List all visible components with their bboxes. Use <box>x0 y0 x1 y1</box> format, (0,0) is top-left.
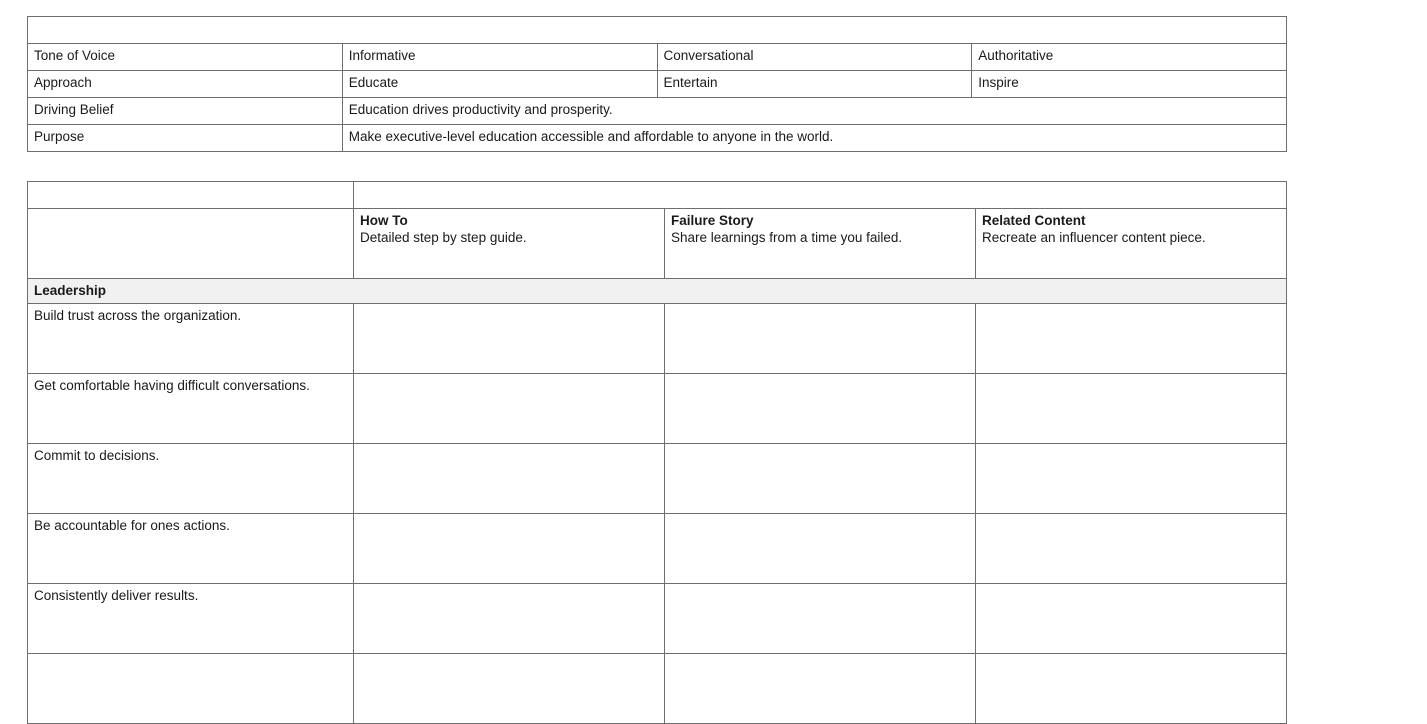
section-label-leadership: Leadership <box>28 279 1287 304</box>
cell-purpose: Make executive-level education accessible and affordable to anyone in the world. <box>342 125 1286 152</box>
pillars-title: Pillars & Principles <box>28 182 354 209</box>
cell-tone-of-voice-2: Conversational <box>657 44 972 71</box>
table-row <box>28 514 1287 584</box>
principle-build-trust: Build trust across the organization. <box>28 304 354 374</box>
cell-approach-3: Inspire <box>972 71 1287 98</box>
content-types-title: Content Types <box>354 182 1287 209</box>
row-label-purpose: Purpose <box>28 125 343 152</box>
principle-cell-how-to <box>354 374 665 444</box>
row-label-driving-belief: Driving Belief <box>28 98 343 125</box>
table-row <box>28 98 1287 125</box>
principle-cell-failure-story <box>665 444 976 514</box>
row-label-approach: Approach <box>28 71 343 98</box>
principle-cell-related-content <box>976 374 1287 444</box>
content-type-failure-story-title: Failure Story <box>671 213 754 228</box>
brand-guidelines-title: Brand Guidelines for Content <box>28 17 1287 44</box>
table-row <box>28 444 1287 514</box>
table-row <box>28 125 1287 152</box>
table-row <box>28 374 1287 444</box>
content-type-failure-story-desc: Share learnings from a time you failed. <box>671 229 903 245</box>
principle-commit-to-decisions: Commit to decisions. <box>28 444 354 514</box>
principle-cell-related-content <box>976 584 1287 654</box>
section-row-leadership <box>28 279 1287 304</box>
pillars-header-row <box>28 182 1287 209</box>
content-type-related-content-desc: Recreate an influencer content piece. <box>982 229 1206 245</box>
cell-approach-1: Educate <box>342 71 657 98</box>
pillars-blank-corner <box>28 209 354 279</box>
row-label-tone-of-voice: Tone of Voice <box>28 44 343 71</box>
content-types-header-row <box>28 209 1287 279</box>
content-type-related-content <box>976 209 1287 279</box>
content-type-how-to-desc: Detailed step by step guide. <box>360 229 527 245</box>
pillars-principles-table <box>27 181 1287 724</box>
content-type-related-content-title: Related Content <box>982 213 1086 228</box>
brand-guidelines-header-row <box>28 17 1287 44</box>
principle-cell-failure-story <box>665 304 976 374</box>
table-row <box>28 44 1287 71</box>
principle-cell-empty <box>28 654 354 724</box>
content-type-how-to <box>354 209 665 279</box>
principle-cell-how-to <box>354 654 665 724</box>
principle-cell-how-to <box>354 584 665 654</box>
principle-deliver-results: Consistently deliver results. <box>28 584 354 654</box>
principle-cell-failure-story <box>665 654 976 724</box>
principle-cell-how-to <box>354 444 665 514</box>
principle-cell-how-to <box>354 514 665 584</box>
table-row <box>28 584 1287 654</box>
principle-cell-related-content <box>976 444 1287 514</box>
principle-cell-related-content <box>976 654 1287 724</box>
content-type-how-to-title: How To <box>360 213 408 228</box>
table-row <box>28 304 1287 374</box>
principle-difficult-conversations: Get comfortable having difficult conversations. <box>28 374 354 444</box>
table-row <box>28 71 1287 98</box>
brand-guidelines-table <box>27 16 1287 152</box>
principle-cell-how-to <box>354 304 665 374</box>
cell-tone-of-voice-1: Informative <box>342 44 657 71</box>
content-type-failure-story <box>665 209 976 279</box>
principle-cell-failure-story <box>665 584 976 654</box>
cell-tone-of-voice-3: Authoritative <box>972 44 1287 71</box>
cell-driving-belief: Education drives productivity and prosperity. <box>342 98 1286 125</box>
principle-cell-failure-story <box>665 374 976 444</box>
principle-cell-related-content <box>976 304 1287 374</box>
principle-cell-failure-story <box>665 514 976 584</box>
cell-approach-2: Entertain <box>657 71 972 98</box>
table-row <box>28 654 1287 724</box>
principle-cell-related-content <box>976 514 1287 584</box>
principle-be-accountable: Be accountable for ones actions. <box>28 514 354 584</box>
